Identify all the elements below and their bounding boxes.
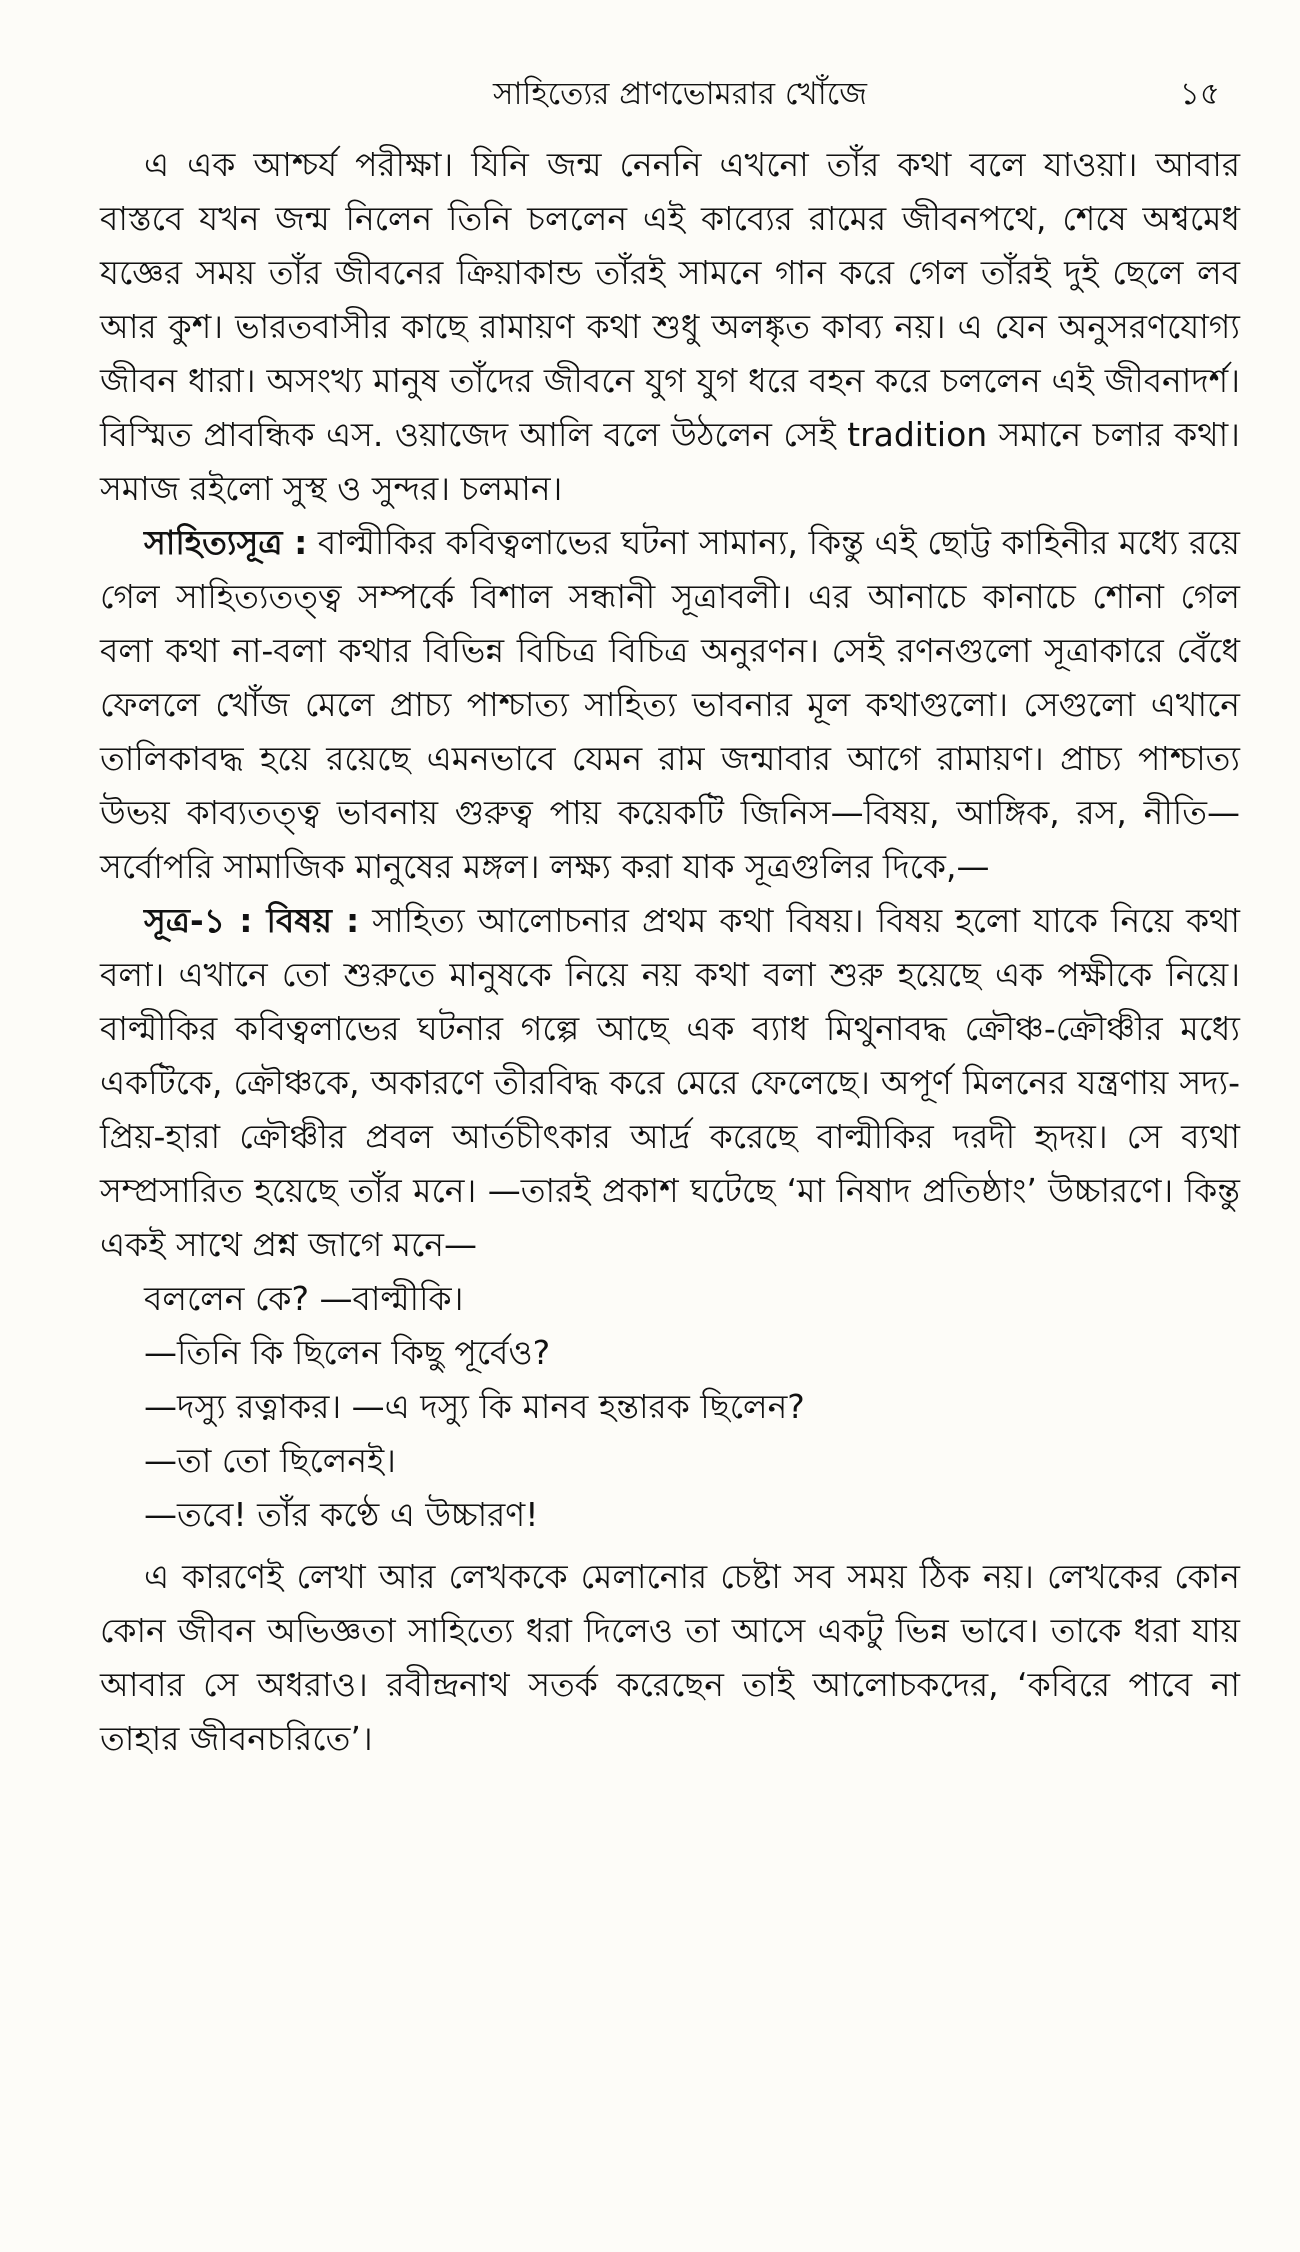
running-header [100, 60, 1240, 118]
dialogue-line: —তিনি কি ছিলেন কিছু পূর্বেও? [144, 1333, 551, 1372]
section-heading-sahityasutra: সাহিত্যসূত্র : [144, 523, 308, 562]
paragraph-sahityasutra [100, 516, 1240, 894]
page-number: ১৫ [1179, 76, 1220, 112]
paragraph-conclusion: এ কারণেই লেখা আর লেখককে মেলানোর চেষ্টা সব সময় ঠিক নয়। লেখকের কোন কোন জীবন অভিজ্ঞতা সাহিত্যে ধরা দিলেও তা আসে একটু ভিন্ন ভাবে। তাকে ধরা যায় আবার সে অধরাও। রবীন্দ্রনাথ সতর্ক করেছেন তাই আলোচকদের, ‘কবিরে পাবে না তাহার জীবনচরিতে’। [100, 1557, 1240, 1758]
dialogue-line: —তবে! তাঁর কণ্ঠে এ উচ্চারণ! [144, 1495, 539, 1534]
body-text [100, 138, 1240, 1766]
paragraph-sutra-1-text: সাহিত্য আলোচনার প্রথম কথা বিষয়। বিষয় হলো যাকে নিয়ে কথা বলা। এখানে তো শুরুতে মানুষকে নিয়ে নয় কথা বলা শুরু হয়েছে এক পক্ষীকে নিয়ে। বাল্মীকির কবিত্বলাভের ঘটনার গল্পে আছে এক ব্যাধ মিথুনাবদ্ধ ক্রৌঞ্চ-ক্রৌঞ্চীর মধ্যে একটিকে, ক্রৌঞ্চকে, অকারণে তীরবিদ্ধ করে মেরে ফেলেছে। অপূর্ণ মিলনের যন্ত্রণায় সদ্য-প্রিয়-হারা ক্রৌঞ্চীর প্রবল আর্তচীৎকার আর্দ্র করেছে বাল্মীকির দরদী হৃদয়। সে ব্যথা সম্প্রসারিত হয়েছে তাঁর মনে। —তারই প্রকাশ ঘটেছে ‘মা নিষাদ প্রতিষ্ঠাং’ উচ্চারণে। কিন্তু একই সাথে প্রশ্ন জাগে মনে— [100, 901, 1240, 1264]
paragraph-sahityasutra-text: বাল্মীকির কবিত্বলাভের ঘটনা সামান্য, কিন্তু এই ছোট্ট কাহিনীর মধ্যে রয়ে গেল সাহিত্যতত্ত্ব সম্পর্কে বিশাল সন্ধানী সূত্রাবলী। এর আনাচে কানাচে শোনা গেল বলা কথা না-বলা কথার বিভিন্ন বিচিত্র বিচিত্র অনুরণন। সেই রণনগুলো সূত্রাকারে বেঁধে ফেললে খোঁজ মেলে প্রাচ্য পাশ্চাত্য সাহিত্য ভাবনার মূল কথাগুলো। সেগুলো এখানে তালিকাবদ্ধ হয়ে রয়েছে এমনভাবে যেমন রাম জন্মাবার আগে রামায়ণ। প্রাচ্য পাশ্চাত্য উভয় কাব্যতত্ত্ব ভাবনায় গুরুত্ব পায় কয়েকটি জিনিস—বিষয়, আঙ্গিক, রস, নীতি—সর্বোপরি সামাজিক মানুষের মঙ্গল। লক্ষ্য করা যাক সূত্রগুলির দিকে,— [100, 523, 1240, 886]
paragraph-intro: এ এক আশ্চর্য পরীক্ষা। যিনি জন্ম নেননি এখনো তাঁর কথা বলে যাওয়া। আবার বাস্তবে যখন জন্ম নিলেন তিনি চললেন এই কাব্যের রামের জীবনপথে, শেষে অশ্বমেধ যজ্ঞের সময় তাঁর জীবনের ক্রিয়াকান্ড তাঁরই সামনে গান করে গেল তাঁরই দুই ছেলে লব আর কুশ। ভারতবাসীর কাছে রামায়ণ কথা শুধু অলঙ্কৃত কাব্য নয়। এ যেন অনুসরণযোগ্য জীবন ধারা। অসংখ্য মানুষ তাঁদের জীবনে যুগ যুগ ধরে বহন করে চললেন এই জীবনাদর্শ। বিস্মিত প্রাবন্ধিক এস. ওয়াজেদ আলি বলে উঠলেন সেই tradition সমানে চলার কথা। সমাজ রইলো সুস্থ ও সুন্দর। চলমান। [100, 145, 1240, 508]
dialogue-line: বললেন কে? —বাল্মীকি। [144, 1279, 464, 1318]
paragraph-sutra-1 [100, 894, 1240, 1272]
dialogue-line: —দস্যু রত্নাকর। —এ দস্যু কি মানব হন্তারক ছিলেন? [144, 1387, 805, 1426]
running-title: সাহিত্যের প্রাণভোমরার খোঁজে [493, 76, 867, 112]
section-heading-sutra-1: সূত্র-১ : বিষয় : [144, 901, 360, 940]
dialogue-line: —তা তো ছিলেনই। [144, 1441, 396, 1480]
